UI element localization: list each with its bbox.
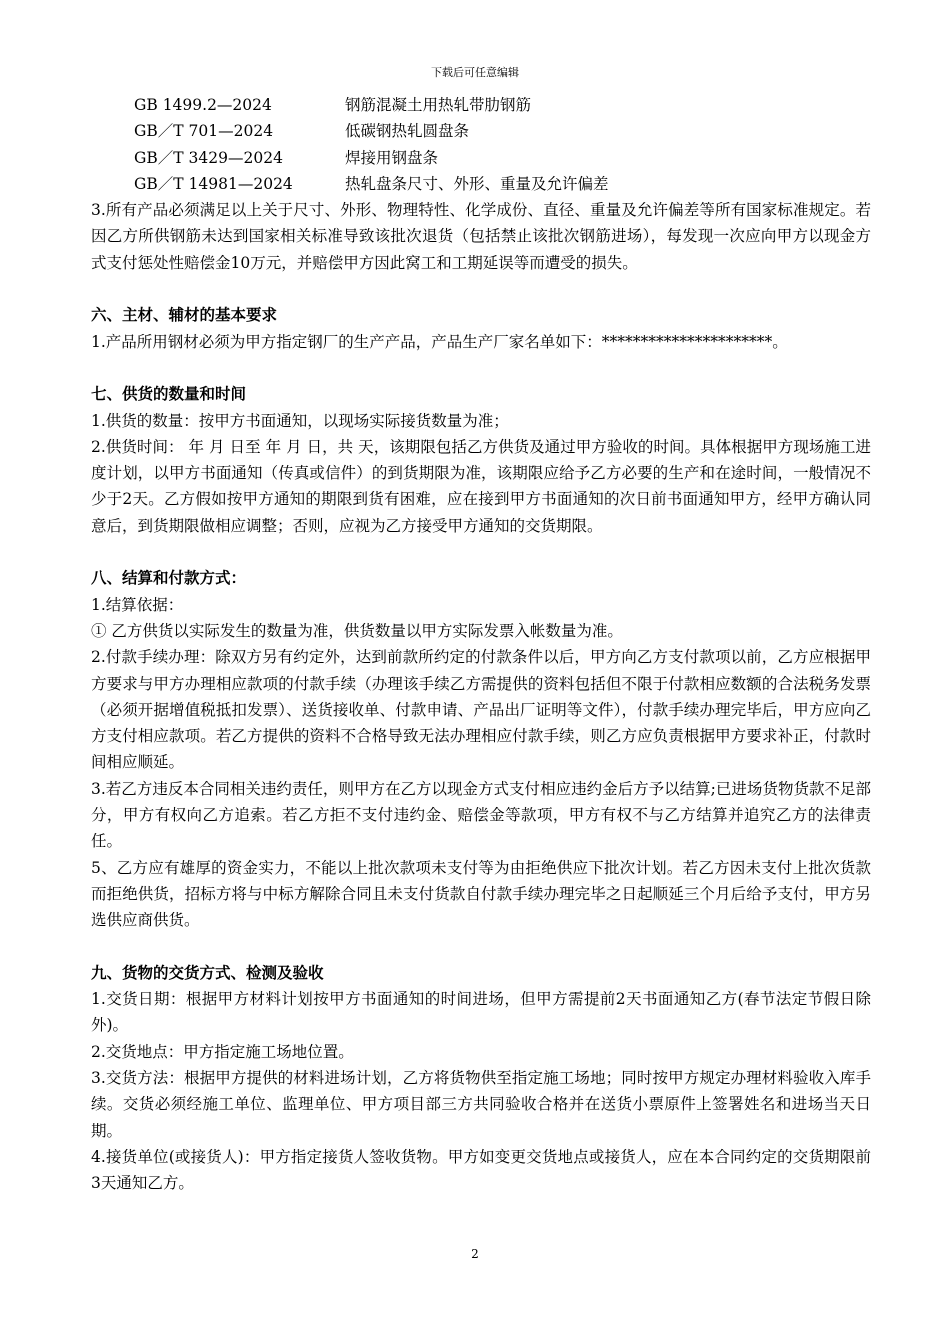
standard-code: GB／T 14981—2024 (134, 174, 293, 193)
document-body (91, 92, 871, 1196)
paragraph: 4.接货单位(或接货人)：甲方指定接货人签收货物。甲方如变更交货地点或接货人，应在本合同约定的交货期限前3天通知乙方。 (91, 1147, 871, 1193)
paragraph: 2.付款手续办理：除双方另有约定外，达到前款所约定的付款条件以后，甲方向乙方支付款项以前，乙方应根据甲方要求与甲方办理相应款项的付款手续（办理该手续乙方需提供的资料包括但不限于付款相应数额的合法税务发票（必须开据增值税抵扣发票）、送货接收单、付款申请、产品出厂证明等文件），付款手续办理完毕后，甲方应向乙方支付相应款项。若乙方提供的资料不合格导致无法办理相应付款手续，则乙方应负责根据甲方要求补正，付款时间相应顺延。 (91, 648, 871, 772)
page-header: 下载后可任意编辑 (431, 66, 519, 79)
page-number: 2 (471, 1247, 479, 1261)
standard-row (91, 92, 871, 118)
paragraph: 3.交货方法：根据甲方提供的材料进场计划，乙方将货物供至指定施工场地；同时按甲方规定办理材料验收入库手续。交货必须经施工单位、监理单位、甲方项目部三方共同验收合格并在送货小票原件上签署姓名和进场当天日期。 (91, 1068, 871, 1140)
standard-name: 焊接用钢盘条 (345, 148, 439, 167)
standard-code: GB／T 701—2024 (134, 122, 274, 141)
standard-row (91, 118, 871, 144)
paragraph: 1.产品所用钢材必须为甲方指定钢厂的生产产品，产品生产厂家名单如下：**********************。 (91, 332, 788, 351)
paragraph: ① 乙方供货以实际发生的数量为准，供货数量以甲方实际发票入帐数量为准。 (91, 621, 623, 640)
standard-name: 热轧盘条尺寸、外形、重量及允许偏差 (345, 174, 609, 193)
standard-code: GB／T 3429—2024 (134, 148, 283, 167)
section-heading-7: 七、供货的数量和时间 (91, 384, 247, 404)
paragraph: 1.交货日期：根据甲方材料计划按甲方书面通知的时间进场，但甲方需提前2天书面通知乙方(春节法定节假日除外)。 (91, 990, 871, 1035)
paragraph: 5、乙方应有雄厚的资金实力，不能以上批次款项未支付等为由拒绝供应下批次计划。若乙方因未支付上批次货款而拒绝供货，招标方将与中标方解除合同且未支付货款自付款手续办理完毕之日起顺延三个月后给予支付，甲方另选供应商供货。 (91, 858, 871, 930)
section-heading-6: 六、主材、辅材的基本要求 (91, 305, 278, 325)
standard-name: 钢筋混凝土用热轧带肋钢筋 (345, 96, 532, 114)
paragraph-quality: 3.所有产品必须满足以上关于尺寸、外形、物理特性、化学成份、直径、重量及允许偏差等所有国家标准规定。若因乙方所供钢筋未达到国家相关标准导致该批次退货（包括禁止该批次钢筋进场），每发现一次应向甲方以现金方式支付惩处性赔偿金10万元，并赔偿甲方因此窝工和工期延误等而遭受的损失。 (91, 201, 871, 272)
standard-code: GB 1499.2—2024 (134, 96, 272, 114)
paragraph: 1.供货的数量：按甲方书面通知，以现场实际接货数量为准； (91, 411, 509, 430)
standard-name: 低碳钢热轧圆盘条 (345, 122, 470, 141)
paragraph: 3.若乙方违反本合同相关违约责任，则甲方在乙方以现金方式支付相应违约金后方予以结算;已进场货物货款不足部分，甲方有权向乙方追索。若乙方拒不支付违约金、赔偿金等款项，甲方有权不与乙方结算并追究乙方的法律责任。 (91, 779, 871, 851)
paragraph: 2.交货地点：甲方指定施工场地位置。 (91, 1042, 354, 1061)
paragraph: 1.结算依据： (91, 595, 184, 614)
standard-row (91, 145, 871, 171)
section-heading-9: 九、货物的交货方式、检测及验收 (91, 962, 324, 982)
standard-row (91, 171, 871, 197)
paragraph: 2.供货时间： 年 月 日至 年 月 日，共 天，该期限包括乙方供货及通过甲方验收的时间。具体根据甲方现场施工进度计划，以甲方书面通知（传真或信件）的到货期限为准，该期限应给予乙方必要的生产和在途时间，一般情况不少于2天。乙方假如按甲方通知的期限到货有困难，应在接到甲方书面通知的次日前书面通知甲方，经甲方确认同意后，到货期限做相应调整；否则，应视为乙方接受甲方通知的交货期限。 (91, 437, 871, 535)
section-heading-8: 八、结算和付款方式： (91, 568, 247, 588)
